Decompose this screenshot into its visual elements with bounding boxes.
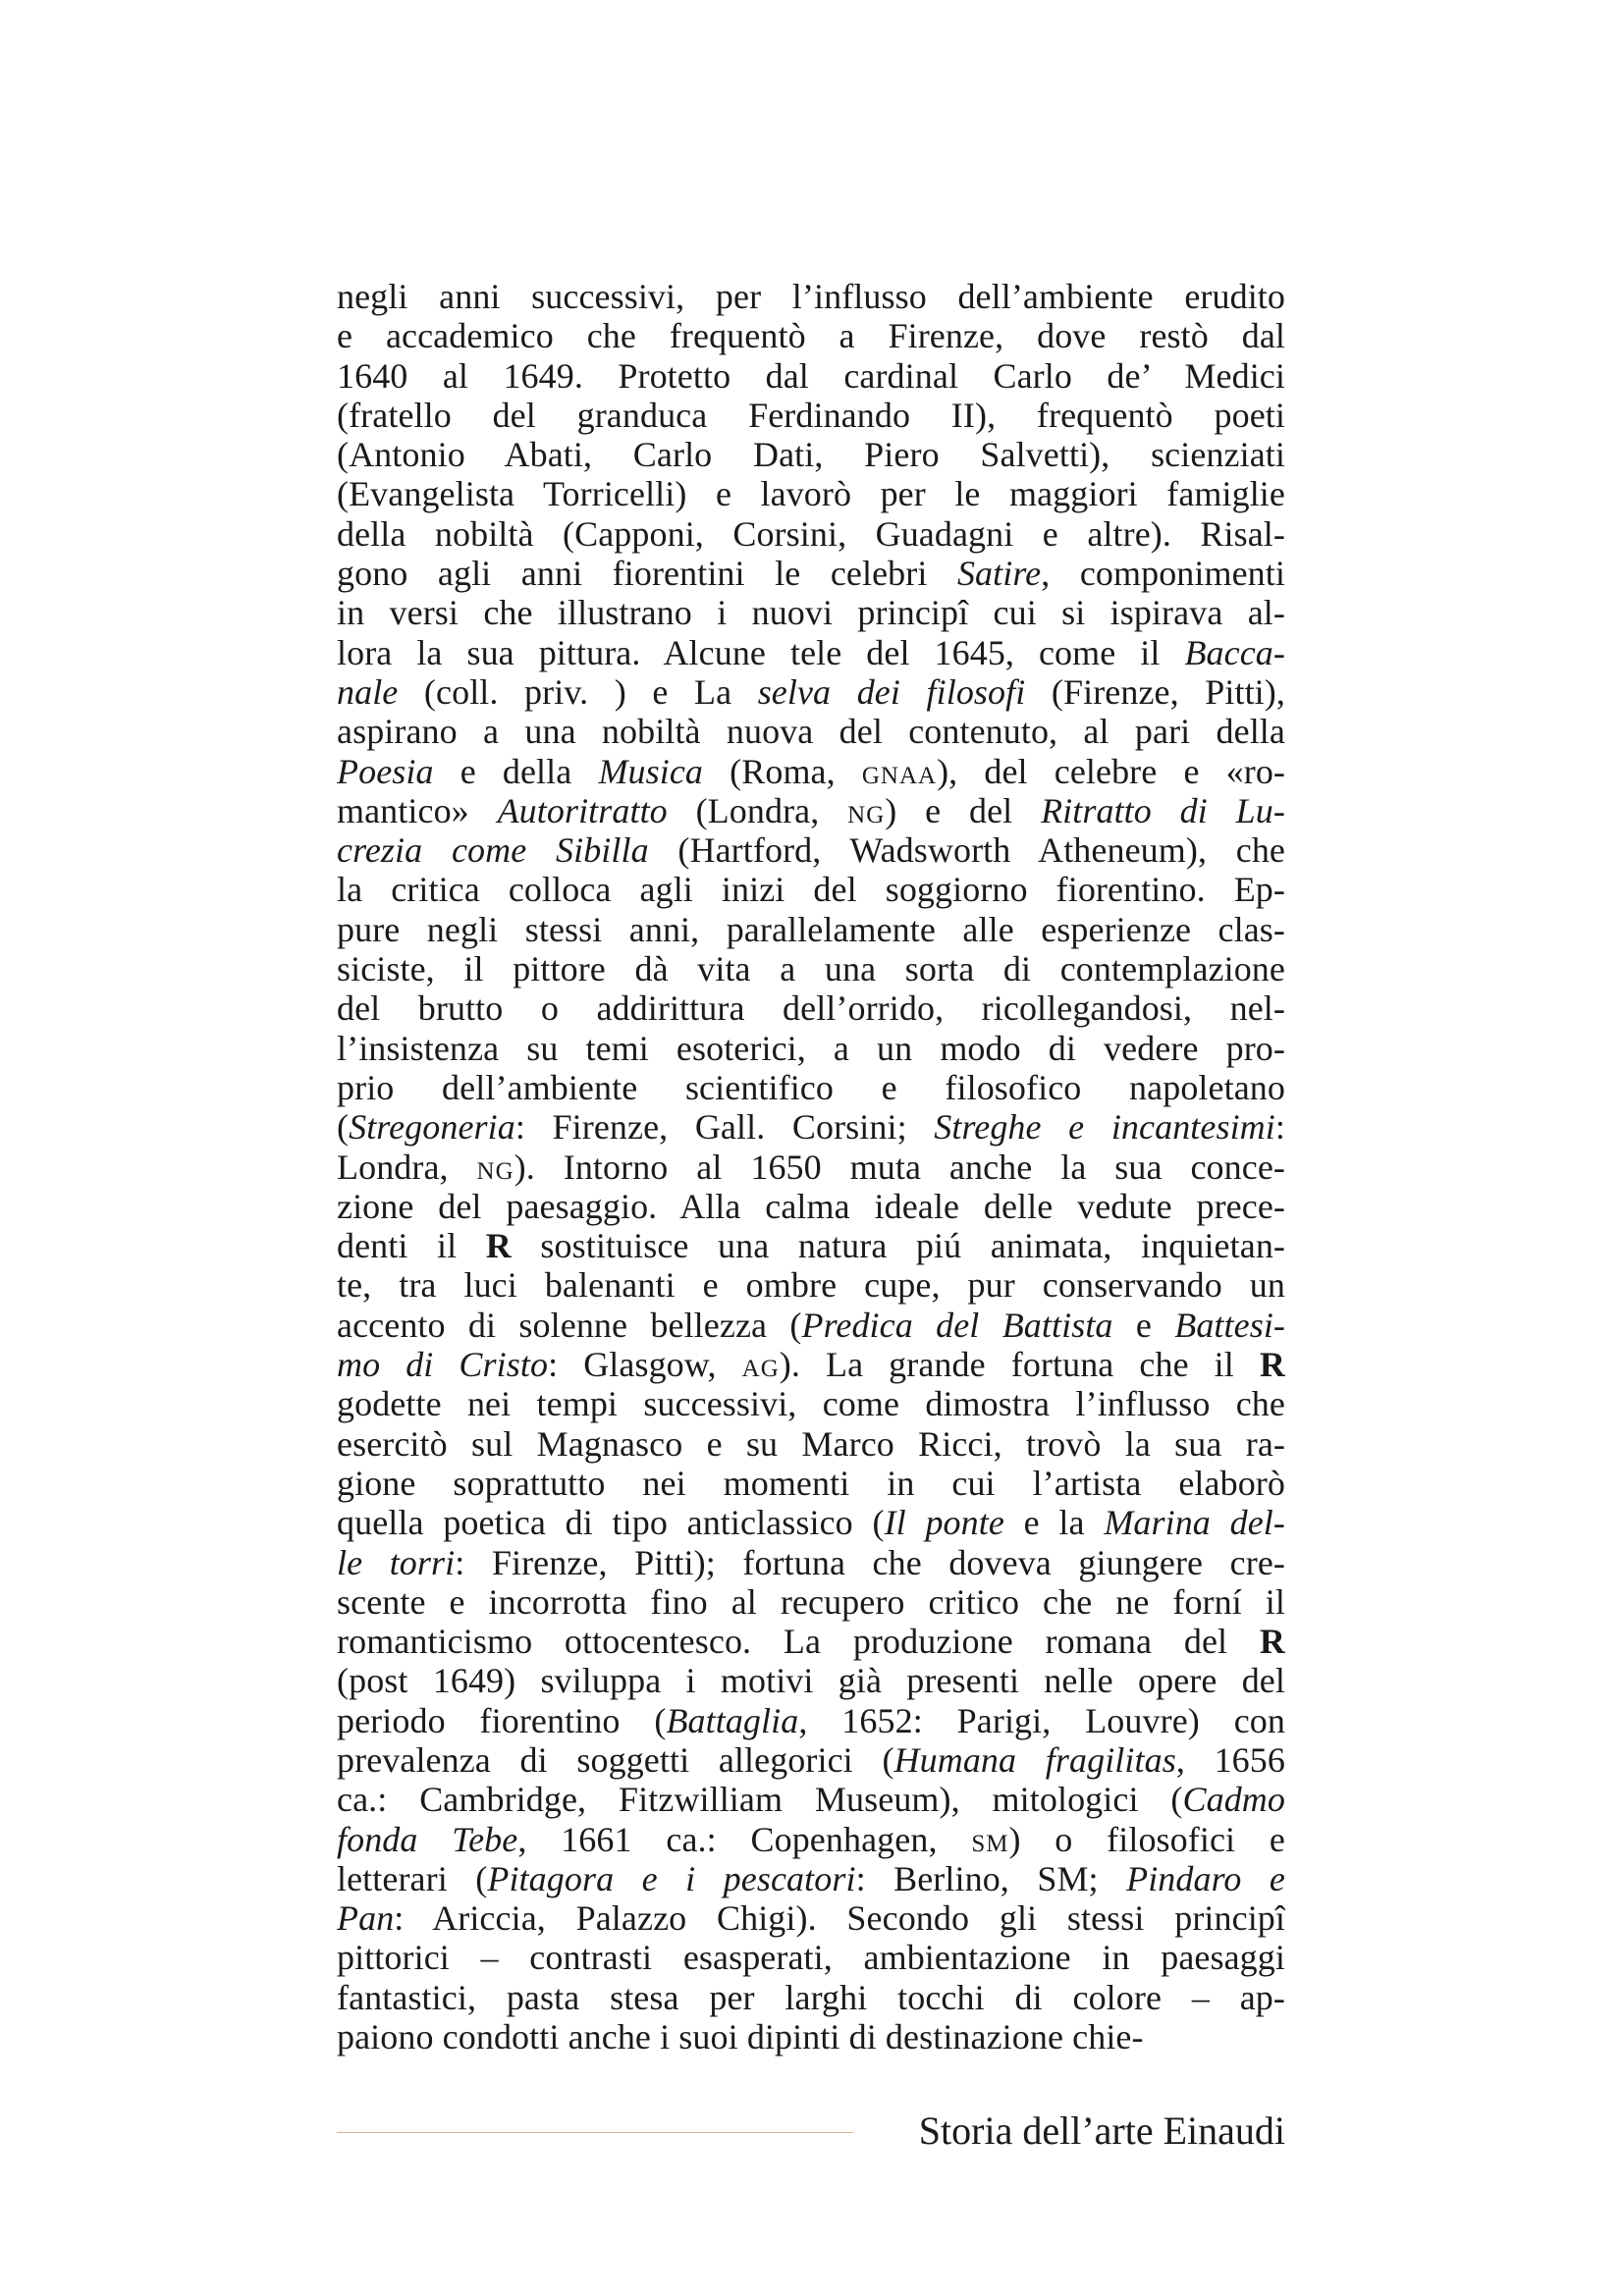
italic-title: selva dei filosofi (757, 671, 1026, 712)
text-line (337, 1661, 1285, 1700)
text-line (337, 1938, 1285, 1977)
text-line (337, 1740, 1285, 1780)
text-run: (Firenze, Pitti), (1025, 671, 1285, 712)
text-run: l’insistenza su temi esoterici, a un modo di vedere pro- (337, 1028, 1285, 1068)
text-run: e della (433, 751, 599, 791)
text-line (337, 672, 1285, 712)
text-run: , 1652: Parigi, Louvre) con (798, 1700, 1285, 1740)
text-run: lora la sua pittura. Alcune tele del 1645, come il (337, 632, 1185, 672)
text-run: 1640 al 1649. Protetto dal cardinal Carlo de’ Medici (337, 355, 1285, 396)
text-line (337, 1384, 1285, 1423)
text-run: della nobiltà (Capponi, Corsini, Guadagni e altre). Risal- (337, 513, 1285, 554)
italic-title: Battesi- (1174, 1305, 1285, 1345)
text-run: ), del celebre e «ro- (937, 751, 1285, 791)
text-run: (Evangelista Torricelli) e lavorò per le maggiori famiglie (337, 474, 1285, 514)
italic-title: Autoritratto (497, 790, 668, 830)
italic-title: Stregoneria (349, 1107, 515, 1148)
footer-title: Storia dell’arte Einaudi (918, 2109, 1285, 2153)
text-line (337, 435, 1285, 474)
text-run: accento di solenne bellezza ( (337, 1305, 802, 1345)
small-caps-abbr: ag (741, 1345, 780, 1385)
text-run: (Roma, (703, 751, 862, 791)
text-run: , 1656 (1175, 1739, 1285, 1780)
text-line (337, 1148, 1285, 1187)
text-run: , componimenti (1041, 554, 1285, 594)
text-line (337, 830, 1285, 870)
text-run: mantico» (337, 790, 498, 830)
text-run: aspirano a una nobiltà nuova del contenuto, al pari della (337, 712, 1285, 752)
text-line (337, 949, 1285, 988)
text-line (337, 988, 1285, 1028)
text-line (337, 910, 1285, 949)
italic-title: Pindaro e (1126, 1858, 1285, 1898)
text-run: gione soprattutto nei momenti in cui l’artista elaborò (337, 1463, 1285, 1503)
text-run: (coll. priv. ) e La (398, 671, 758, 712)
text-run: gono agli anni fiorentini le celebri (337, 554, 957, 594)
footer-rule (337, 2132, 853, 2133)
text-run: : Berlino, SM; (855, 1858, 1127, 1898)
text-line (337, 1306, 1285, 1345)
text-run: : Firenze, Pitti); fortuna che doveva giungere cre- (455, 1542, 1285, 1582)
text-run: (Londra, (667, 790, 848, 830)
text-line (337, 1464, 1285, 1503)
text-run: (Hartford, Wadsworth Atheneum), che (648, 830, 1285, 871)
text-line (337, 1622, 1285, 1661)
text-line (337, 593, 1285, 632)
text-run: e (1112, 1305, 1175, 1345)
italic-title: Pitagora e i pescatori (487, 1858, 856, 1898)
italic-title: Musica (598, 751, 704, 791)
text-run: siciste, il pittore dà vita a una sorta di contemplazione (337, 949, 1285, 989)
text-line (337, 791, 1285, 830)
italic-title: fonda Tebe (337, 1819, 518, 1859)
text-run: te, tra luci balenanti e ombre cupe, pur conservando un (337, 1265, 1285, 1306)
italic-title: Predica del Battista (801, 1305, 1113, 1345)
text-run: ) e del (885, 790, 1042, 830)
text-line (337, 1978, 1285, 2017)
text-run: pure negli stessi anni, parallelamente alle esperienze clas- (337, 909, 1285, 949)
small-caps-abbr: sm (971, 1819, 1009, 1859)
text-line (337, 1265, 1285, 1305)
text-line (337, 1029, 1285, 1068)
text-line (337, 277, 1285, 316)
italic-title: Streghe e incantesimi (934, 1107, 1275, 1148)
text-line (337, 1780, 1285, 1819)
text-run: e la (1003, 1503, 1105, 1543)
text-run: la critica colloca agli inizi del soggiorno fiorentino. Ep- (337, 870, 1285, 910)
text-line (337, 1543, 1285, 1582)
text-run: in versi che illustrano i nuovi principî cui si ispirava al- (337, 593, 1285, 633)
text-line (337, 356, 1285, 396)
text-line (337, 1859, 1285, 1898)
italic-title: Battaglia (666, 1700, 799, 1740)
text-line (337, 2017, 1285, 2056)
text-line (337, 1820, 1285, 1859)
italic-title: mo di Cristo (337, 1345, 549, 1385)
text-run: ). Intorno al 1650 muta anche la sua conce- (514, 1147, 1285, 1187)
text-line (337, 1582, 1285, 1622)
italic-title: Il ponte (884, 1503, 1004, 1543)
text-run: paiono condotti anche i suoi dipinti di destinazione chie- (337, 2017, 1144, 2057)
text-line (337, 712, 1285, 751)
text-run: quella poetica di tipo anticlassico ( (337, 1503, 885, 1543)
text-run: negli anni successivi, per l’influsso dell’ambiente erudito (337, 277, 1285, 316)
text-run: (post 1649) sviluppa i motivi già presenti nelle opere del (337, 1661, 1285, 1701)
text-run: , 1661 ca.: Copenhagen, (517, 1819, 972, 1859)
italic-title: Poesia (337, 751, 434, 791)
text-run: zione del paesaggio. Alla calma ideale delle vedute prece- (337, 1186, 1285, 1226)
text-run: : Glasgow, (548, 1345, 742, 1385)
text-run: prio dell’ambiente scientifico e filosofico napoletano (337, 1067, 1285, 1107)
italic-title: Bacca- (1184, 632, 1285, 672)
text-line (337, 870, 1285, 909)
footer (337, 2107, 1285, 2156)
text-line (337, 1107, 1285, 1147)
italic-title: le torri (337, 1542, 456, 1582)
text-run: : (1274, 1107, 1285, 1148)
text-line (337, 514, 1285, 554)
text-run: ) o filosofici e (1008, 1819, 1285, 1859)
italic-title: Pan (337, 1898, 395, 1939)
text-line (337, 1701, 1285, 1740)
text-run: del brutto o addirittura dell’orrido, ricollegandosi, nel- (337, 988, 1285, 1029)
text-line (337, 396, 1285, 435)
text-line (337, 633, 1285, 672)
text-run: e accademico che frequentò a Firenze, dove restò dal (337, 316, 1285, 356)
text-run: ( (337, 1107, 350, 1148)
italic-title: Cadmo (1182, 1780, 1285, 1820)
small-caps-abbr: ng (847, 790, 886, 830)
italic-title: Ritratto di Lu- (1041, 790, 1285, 830)
text-run: godette nei tempi successivi, come dimostra l’influsso che (337, 1384, 1285, 1424)
bold-initial: R (1259, 1345, 1285, 1385)
text-line (337, 1068, 1285, 1107)
italic-title: Satire (956, 554, 1042, 594)
text-run: fantastici, pasta stesa per larghi tocchi di colore – ap- (337, 1977, 1285, 2017)
text-run: denti il (337, 1226, 486, 1266)
italic-title: nale (337, 671, 399, 712)
small-caps-abbr: gnaa (861, 751, 938, 791)
text-line (337, 474, 1285, 513)
text-run: prevalenza di soggetti allegorici ( (337, 1739, 894, 1780)
text-line (337, 1503, 1285, 1542)
text-run: esercitò sul Magnasco e su Marco Ricci, trovò la sua ra- (337, 1423, 1285, 1464)
text-run: (Antonio Abati, Carlo Dati, Piero Salvetti), scienziati (337, 435, 1285, 475)
text-run: ca.: Cambridge, Fitzwilliam Museum), mitologici ( (337, 1780, 1183, 1820)
text-run: ). La grande fortuna che il (779, 1345, 1260, 1385)
text-run: romanticismo ottocentesco. La produzione romana del (337, 1622, 1260, 1662)
text-run: pittorici – contrasti esasperati, ambientazione in paesaggi (337, 1938, 1285, 1978)
text-run: scente e incorrotta fino al recupero critico che ne forní il (337, 1581, 1285, 1622)
text-run: (fratello del granduca Ferdinando II), frequentò poeti (337, 395, 1285, 435)
text-run: sostituisce una natura piú animata, inquietan- (511, 1226, 1285, 1266)
italic-title: Marina del- (1104, 1503, 1285, 1543)
body-text (337, 277, 1285, 2056)
bold-initial: R (1259, 1622, 1285, 1662)
text-line (337, 1187, 1285, 1226)
italic-title: crezia come Sibilla (337, 830, 649, 871)
text-line (337, 1345, 1285, 1384)
text-line (337, 1424, 1285, 1464)
text-line (337, 316, 1285, 355)
text-line (337, 1226, 1285, 1265)
text-run: : Firenze, Gall. Corsini; (514, 1107, 935, 1148)
text-run: : Ariccia, Palazzo Chigi). Secondo gli stessi principî (394, 1898, 1285, 1939)
bold-initial: R (485, 1226, 512, 1266)
small-caps-abbr: ng (476, 1147, 514, 1187)
text-run: letterari ( (337, 1858, 488, 1898)
text-line (337, 1898, 1285, 1938)
italic-title: Humana fragilitas (893, 1739, 1176, 1780)
text-run: periodo fiorentino ( (337, 1700, 667, 1740)
text-line (337, 752, 1285, 791)
text-run: Londra, (337, 1147, 477, 1187)
text-line (337, 554, 1285, 593)
